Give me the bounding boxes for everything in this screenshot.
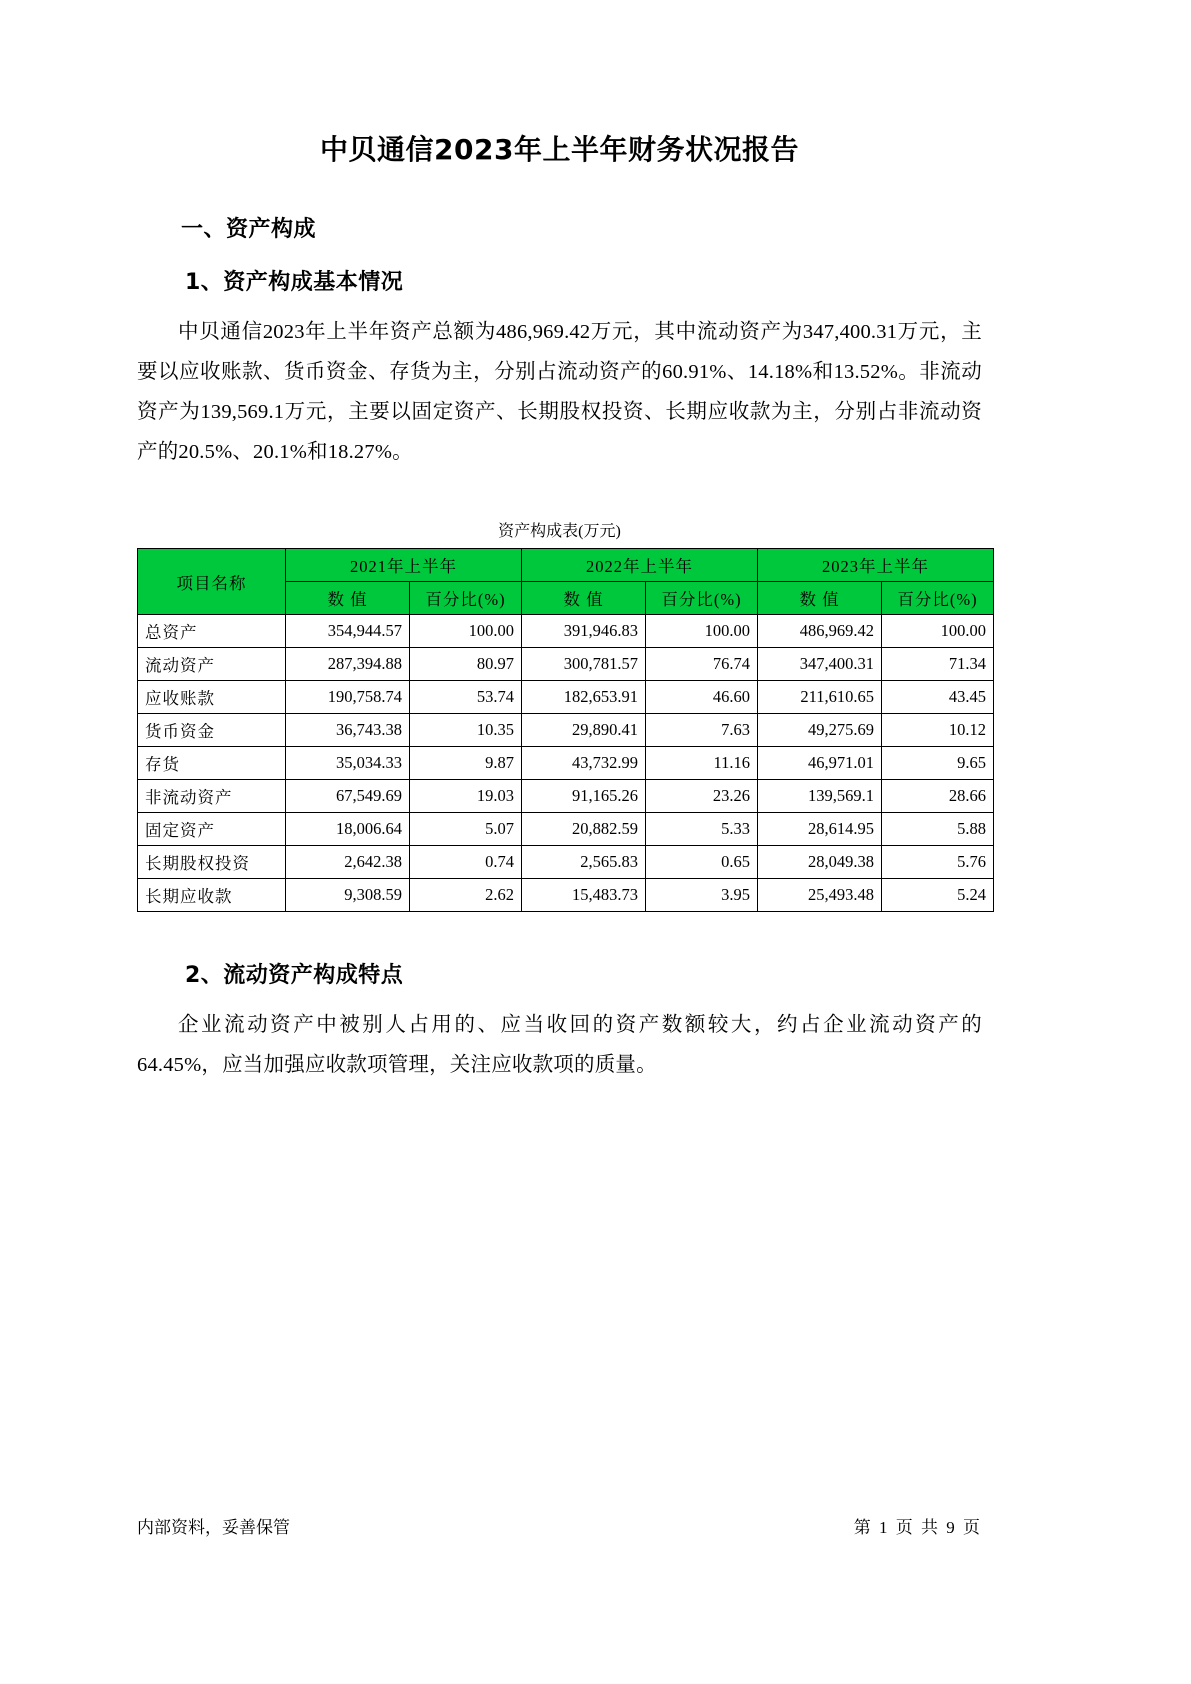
cell-percent-2023: 5.88 (882, 813, 994, 846)
cell-percent-2023: 5.76 (882, 846, 994, 879)
table-row (138, 813, 994, 846)
cell-percent-2021: 10.35 (410, 714, 522, 747)
footer-total-pages: 9 (946, 1518, 955, 1537)
row-label: 总资产 (138, 615, 286, 648)
cell-value-2022: 91,165.26 (522, 780, 646, 813)
cell-value-2021: 9,308.59 (286, 879, 410, 912)
cell-value-2021: 67,549.69 (286, 780, 410, 813)
cell-percent-2023: 9.65 (882, 747, 994, 780)
table-header-period-2022: 2022年上半年 (522, 549, 758, 582)
cell-value-2021: 354,944.57 (286, 615, 410, 648)
cell-value-2021: 287,394.88 (286, 648, 410, 681)
cell-value-2023: 347,400.31 (758, 648, 882, 681)
row-label: 应收账款 (138, 681, 286, 714)
cell-value-2022: 15,483.73 (522, 879, 646, 912)
table-header-percent-2021: 百分比(%) (410, 582, 522, 615)
footer-page-suffix: 页 (895, 1518, 913, 1537)
cell-percent-2022: 11.16 (646, 747, 758, 780)
cell-value-2022: 391,946.83 (522, 615, 646, 648)
paragraph-current-asset-features: 企业流动资产中被别人占用的、应当收回的资产数额较大，约占企业流动资产的64.45%，应当加强应收款项管理，关注应收款项的质量。 (137, 1014, 982, 1076)
cell-percent-2023: 10.12 (882, 714, 994, 747)
page-title: 中贝通信2023年上半年财务状况报告 (320, 133, 799, 166)
cell-value-2021: 190,758.74 (286, 681, 410, 714)
table-header-percent-2022: 百分比(%) (646, 582, 758, 615)
cell-value-2023: 139,569.1 (758, 780, 882, 813)
footer-total-prefix: 共 (921, 1518, 938, 1537)
row-label: 固定资产 (138, 813, 286, 846)
cell-value-2022: 2,565.83 (522, 846, 646, 879)
row-label: 长期股权投资 (138, 846, 286, 879)
cell-value-2022: 182,653.91 (522, 681, 646, 714)
table-header-period-2021: 2021年上半年 (286, 549, 522, 582)
table-row (138, 846, 994, 879)
row-label: 流动资产 (138, 648, 286, 681)
cell-percent-2023: 5.24 (882, 879, 994, 912)
subsection-heading-basic-situation: 1、资产构成基本情况 (185, 270, 404, 295)
cell-percent-2021: 100.00 (410, 615, 522, 648)
asset-composition-table (137, 548, 994, 912)
footer-total-suffix: 页 (963, 1518, 980, 1537)
cell-percent-2021: 53.74 (410, 681, 522, 714)
row-label: 长期应收款 (138, 879, 286, 912)
table-row (138, 780, 994, 813)
table-row (138, 615, 994, 648)
footer-page-indicator (852, 1513, 982, 1538)
cell-percent-2022: 23.26 (646, 780, 758, 813)
table-row (138, 879, 994, 912)
paragraph-asset-overview: 中贝通信2023年上半年资产总额为486,969.42万元，其中流动资产为347,400.31万元，主要以应收账款、货币资金、存货为主，分别占流动资产的60.91%、14.18%和13.52%。非流动资产为139,569.1万元，主要以固定资产、长期股权投资、长期应收款为主，分别占非流动资产的20.5%、20.1%和18.27%。 (137, 321, 982, 463)
table-header-value-2021: 数 值 (286, 582, 410, 615)
page-content (137, 0, 986, 1085)
table-caption: 资产构成表(万元) (498, 523, 621, 540)
table-header-item-name: 项目名称 (138, 549, 286, 615)
cell-percent-2023: 71.34 (882, 648, 994, 681)
cell-percent-2022: 7.63 (646, 714, 758, 747)
cell-percent-2022: 5.33 (646, 813, 758, 846)
cell-value-2022: 43,732.99 (522, 747, 646, 780)
cell-percent-2022: 76.74 (646, 648, 758, 681)
cell-value-2023: 25,493.48 (758, 879, 882, 912)
cell-value-2023: 28,614.95 (758, 813, 882, 846)
cell-percent-2022: 0.65 (646, 846, 758, 879)
cell-percent-2021: 5.07 (410, 813, 522, 846)
subsection-heading-current-asset-features: 2、流动资产构成特点 (185, 963, 404, 988)
cell-value-2022: 300,781.57 (522, 648, 646, 681)
cell-percent-2021: 9.87 (410, 747, 522, 780)
cell-percent-2021: 2.62 (410, 879, 522, 912)
row-label: 存货 (138, 747, 286, 780)
table-header-period-2023: 2023年上半年 (758, 549, 994, 582)
cell-percent-2021: 0.74 (410, 846, 522, 879)
cell-value-2023: 211,610.65 (758, 681, 882, 714)
cell-value-2023: 486,969.42 (758, 615, 882, 648)
table-header-value-2023: 数 值 (758, 582, 882, 615)
cell-percent-2022: 100.00 (646, 615, 758, 648)
cell-value-2021: 2,642.38 (286, 846, 410, 879)
table-row (138, 714, 994, 747)
table-row (138, 648, 994, 681)
table-row (138, 747, 994, 780)
cell-percent-2023: 28.66 (882, 780, 994, 813)
cell-value-2021: 18,006.64 (286, 813, 410, 846)
cell-value-2023: 46,971.01 (758, 747, 882, 780)
footer-confidential-note: 内部资料，妥善保管 (137, 1518, 290, 1537)
cell-value-2022: 29,890.41 (522, 714, 646, 747)
cell-percent-2023: 43.45 (882, 681, 994, 714)
table-row (138, 681, 994, 714)
cell-value-2023: 49,275.69 (758, 714, 882, 747)
cell-percent-2023: 100.00 (882, 615, 994, 648)
table-header-percent-2023: 百分比(%) (882, 582, 994, 615)
cell-percent-2022: 46.60 (646, 681, 758, 714)
cell-value-2023: 28,049.38 (758, 846, 882, 879)
table-header-row-periods (138, 549, 994, 582)
cell-percent-2021: 80.97 (410, 648, 522, 681)
cell-percent-2022: 3.95 (646, 879, 758, 912)
page-footer (137, 1513, 982, 1538)
footer-page-prefix: 第 (853, 1518, 871, 1537)
cell-value-2021: 36,743.38 (286, 714, 410, 747)
table-header-value-2022: 数 值 (522, 582, 646, 615)
cell-value-2021: 35,034.33 (286, 747, 410, 780)
footer-page-number: 1 (879, 1518, 888, 1537)
row-label: 非流动资产 (138, 780, 286, 813)
cell-value-2022: 20,882.59 (522, 813, 646, 846)
cell-percent-2021: 19.03 (410, 780, 522, 813)
row-label: 货币资金 (138, 714, 286, 747)
section-heading-asset-composition: 一、资产构成 (181, 217, 317, 242)
